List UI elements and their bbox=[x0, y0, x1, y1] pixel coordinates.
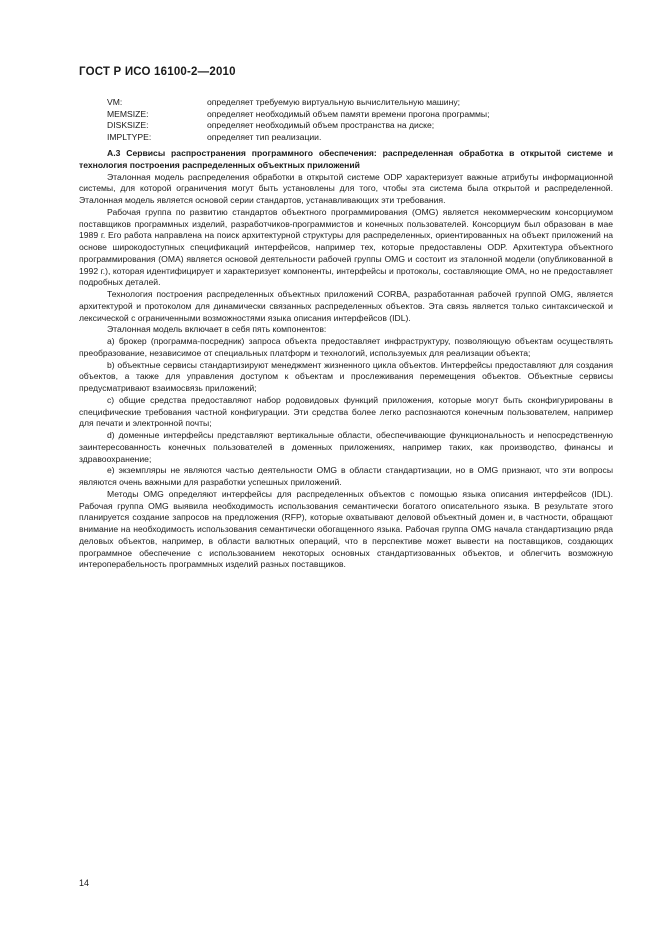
definition-item bbox=[107, 97, 607, 109]
definition-desc: определяет необходимый объем пространства на диске; bbox=[207, 120, 435, 131]
paragraph: Эталонная модель включает в себя пять компонентов: bbox=[107, 324, 327, 335]
list-item: d) доменные интерфейсы представляют вертикальные области, обеспечивающие функциональность и непосредственную заинтересованность конечных пользователей в доменных приложениях, например таких, как производство, финансы и здравоохранение; bbox=[79, 430, 613, 464]
definition-term: VM: bbox=[107, 97, 123, 107]
paragraph: Методы OMG определяют интерфейсы для распределенных объектов с помощью языка описания интерфейсов (IDL). Рабочая группа OMG выявила необходимость использования семантически богатого описательного языка. В результате этого планируется создание запросов на предложения (RFP), которые охватывают деловой объектный домен и, в частности, обращают внимание на необходимость использования семантически обогащенного языка. Рабочая группа OMG начала стандартизацию ряда деловых объектов, например, в области валютных операций, что в перспективе может вывести на поставщиков, создающих программное обеспечение с использованием некоторых основных стандартизованных объектов, и облегчить возможную интероперабельность программных изделий разных поставщиков. bbox=[79, 488, 613, 570]
document-body bbox=[79, 148, 613, 571]
list-item: c) общие средства предоставляют набор родовидовых функций приложения, которые могут быть сконфигурированы в специфические требования частной конфигурации. Эти средства более легко распознаются конечным пользователем, например для печати и электронной почты; bbox=[79, 394, 613, 429]
paragraph: Технология построения распределенных объектных приложений CORBA, разработанная рабочей группой OMG, является архитектурой и протоколом для динамически связанных распределенных объектов. Эта связь является только синтаксической и лексической с ограниченными возможностями языка описания интерфейсов (IDL). bbox=[79, 289, 613, 323]
page-number: 14 bbox=[79, 878, 90, 888]
section-title: А.3 Сервисы распространения программного обеспечения: распределенная обработка в открытой системе и технология построения распределенных объектных приложений bbox=[79, 148, 613, 170]
list-item: e) экземпляры не являются частью деятельности OMG в области стандартизации, но в OMG признают, что эти вопросы являются очень важными для разработки успешных приложений. bbox=[79, 465, 613, 487]
list-item: a) брокер (программа-посредник) запроса объекта предоставляет инфраструктуру, позволяющую объектам осуществлять преобразование, независимое от специальных платформ и технологий, используемых для реализации объекта; bbox=[79, 336, 613, 358]
definition-desc: определяет тип реализации. bbox=[207, 132, 322, 143]
definition-item bbox=[107, 132, 607, 144]
definition-term: IMPLTYPE: bbox=[107, 132, 152, 143]
paragraph: Эталонная модель распределения обработки в открытой системе ODP характеризует важные атрибуты информационной системы, для которой ограничения могут быть установлены для того, чтобы эта система была открытой и распределенной. Эталонная модель является основой серии стандартов, устанавливающих эти требования. bbox=[79, 171, 613, 205]
document-header: ГОСТ Р ИСО 16100-2—2010 bbox=[79, 66, 236, 78]
definition-item bbox=[107, 109, 607, 121]
definition-term: MEMSIZE: bbox=[107, 108, 149, 119]
definition-item bbox=[107, 120, 607, 132]
definition-desc: определяет необходимый объем памяти времени прогона программы; bbox=[207, 108, 490, 119]
definition-desc: определяет требуемую виртуальную вычислительную машину; bbox=[207, 97, 461, 107]
paragraph: Рабочая группа по развитию стандартов объектного программирования (OMG) является некоммерческим консорциумом поставщиков программных изделий, разработчиков-программистов и конечных пользователей. Консорциум был образован в мае 1989 г. Его работа направлена на поиск архитектурной структуры для распределенных, ориентированных на объект приложений на основе широкодоступных спецификаций интерфейсов, например тех, которые предоставлены ODP. Архитектура объектного программирования (OMA) является основой деятельности рабочей группы OMG и состоит из эталонной модели (опубликованной в 1992 г.), которая идентифицирует и характеризует компоненты, интерфейсы и протоколы, составляющие OMA, но не предоставляет подробных деталей. bbox=[79, 206, 613, 288]
definition-term: DISKSIZE: bbox=[107, 120, 149, 131]
list-item: b) объектные сервисы стандартизируют менеджмент жизненного цикла объектов. Интерфейсы предоставляют для создания объектов, а также для управления доступом к объектам и прослеживания перемещения объектов. Объектные сервисы предусматривают взаимосвязь приложений; bbox=[79, 359, 613, 393]
definition-list bbox=[107, 97, 607, 144]
